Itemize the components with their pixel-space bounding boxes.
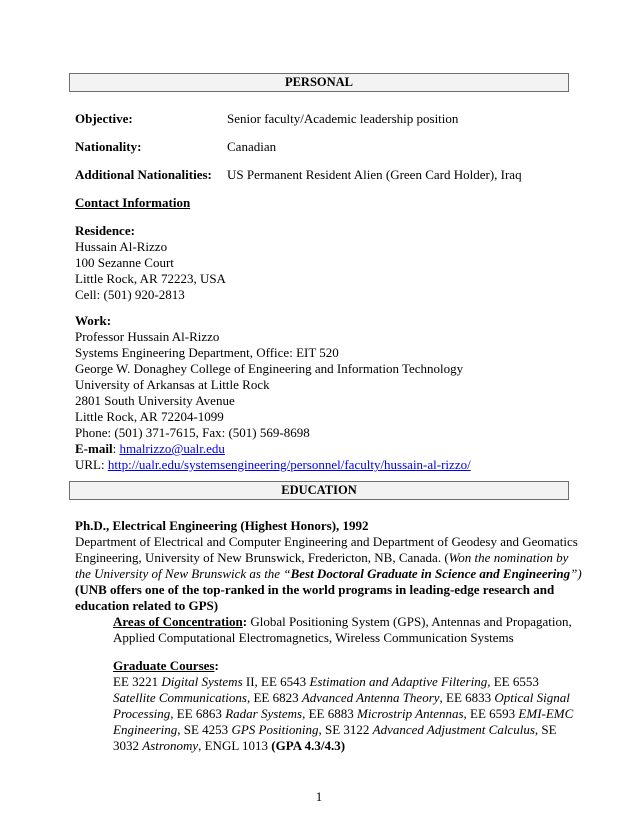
- nationality-value: Canadian: [227, 139, 277, 154]
- email-label: E-mail: [75, 441, 113, 456]
- course-text: EE 3221: [113, 674, 162, 689]
- phd-university-text: Engineering, University of New Brunswick, Fredericton, NB, Canada. (: [75, 550, 449, 565]
- courses-line: [113, 722, 557, 738]
- unb-note-line: (UNB offers one of the top-ranked in the world programs in leading-edge research and: [75, 582, 555, 597]
- course-text: , SE: [534, 722, 557, 737]
- work-line: 2801 South University Avenue: [75, 393, 235, 408]
- email-link[interactable]: hmalrizzo@ualr.edu: [119, 441, 225, 456]
- course-text: , EE 6553: [487, 674, 539, 689]
- url-row: [75, 457, 471, 473]
- award-title: Best Doctoral Graduate in Science and Engineering: [290, 566, 571, 581]
- objective-label: Objective:: [75, 111, 133, 126]
- course-text: , ENGL 1013: [198, 738, 272, 753]
- additional-nationalities-label: Additional Nationalities:: [75, 167, 212, 182]
- course-title: Advanced Antenna Theory: [301, 690, 440, 705]
- nomination-text: Won the nomination by: [448, 550, 569, 565]
- course-title: Satellite Communications: [113, 690, 247, 705]
- course-text: , SE 4253: [177, 722, 232, 737]
- course-title: Estimation and Adaptive Filtering: [309, 674, 488, 689]
- graduate-courses-heading: [113, 658, 219, 674]
- education-section-header: EDUCATION: [69, 481, 569, 500]
- work-line: Little Rock, AR 72204-1099: [75, 409, 224, 424]
- nomination-close: ”): [570, 566, 582, 581]
- additional-nationalities-value: US Permanent Resident Alien (Green Card Holder), Iraq: [227, 167, 522, 182]
- residence-label: Residence:: [75, 223, 135, 238]
- courses-line: [113, 706, 573, 722]
- page-number: 1: [315, 789, 323, 804]
- course-text: , EE 6823: [246, 690, 302, 705]
- courses-line: [113, 738, 345, 754]
- areas-separator: :: [242, 614, 251, 629]
- course-text: , EE 6883: [302, 706, 357, 721]
- course-title: Engineering: [113, 722, 178, 737]
- course-text: II, EE 6543: [242, 674, 310, 689]
- course-title: GPS Positioning: [231, 722, 319, 737]
- gpa-value: (GPA 4.3/4.3): [271, 738, 346, 753]
- nomination-text: the University of New Brunswick as the “: [75, 566, 291, 581]
- phd-department-line: Department of Electrical and Computer Engineering and Department of Geodesy and Geomatics: [75, 534, 578, 549]
- objective-value: Senior faculty/Academic leadership position: [227, 111, 459, 126]
- work-line: George W. Donaghey College of Engineering and Information Technology: [75, 361, 464, 376]
- work-line: Professor Hussain Al-Rizzo: [75, 329, 220, 344]
- courses-separator: :: [214, 658, 219, 673]
- work-label: Work:: [75, 313, 112, 328]
- contact-information-heading: Contact Information: [75, 195, 191, 210]
- url-label: URL:: [75, 457, 108, 472]
- residence-line: Little Rock, AR 72223, USA: [75, 271, 226, 286]
- course-title: Radar Systems: [225, 706, 303, 721]
- areas-of-concentration: [113, 614, 572, 630]
- unb-note-line: education related to GPS): [75, 598, 219, 613]
- areas-text-line: Applied Computational Electromagnetics, Wireless Communication Systems: [113, 630, 514, 645]
- course-text: , EE 6863: [170, 706, 226, 721]
- residence-cell-phone: Cell: (501) 920-2813: [75, 287, 185, 302]
- work-phone-fax: Phone: (501) 371-7615, Fax: (501) 569-8698: [75, 425, 310, 440]
- courses-line: [113, 690, 570, 706]
- areas-text: Global Positioning System (GPS), Antennas and Propagation,: [250, 614, 572, 629]
- phd-degree: Ph.D., Electrical Engineering (Highest Honors), 1992: [75, 518, 369, 533]
- course-title: Microstrip Antennas: [357, 706, 464, 721]
- course-text: , EE 6593: [463, 706, 519, 721]
- nationality-label: Nationality:: [75, 139, 142, 154]
- course-title: Processing: [113, 706, 171, 721]
- work-line: University of Arkansas at Little Rock: [75, 377, 270, 392]
- areas-label: Areas of Concentration: [113, 614, 243, 629]
- course-title: Optical Signal: [494, 690, 570, 705]
- course-text: , EE 6833: [439, 690, 495, 705]
- course-title: Advanced Adjustment Calculus: [372, 722, 535, 737]
- personal-section-header: PERSONAL: [69, 73, 569, 92]
- course-text: , SE 3122: [318, 722, 373, 737]
- course-title: Astronomy: [142, 738, 199, 753]
- residence-line: Hussain Al-Rizzo: [75, 239, 168, 254]
- nomination-line: [75, 566, 582, 582]
- course-title: EMI-EMC: [518, 706, 574, 721]
- residence-line: 100 Sezanne Court: [75, 255, 174, 270]
- email-separator: :: [112, 441, 120, 456]
- course-text: 3032: [113, 738, 143, 753]
- phd-department-line: [75, 550, 568, 566]
- url-link[interactable]: http://ualr.edu/systemsengineering/personnel/faculty/hussain-al-rizzo/: [107, 457, 471, 472]
- course-title: Digital Systems: [161, 674, 243, 689]
- courses-label: Graduate Courses: [113, 658, 215, 673]
- work-line: Systems Engineering Department, Office: EIT 520: [75, 345, 339, 360]
- email-row: [75, 441, 225, 457]
- courses-line: [113, 674, 539, 690]
